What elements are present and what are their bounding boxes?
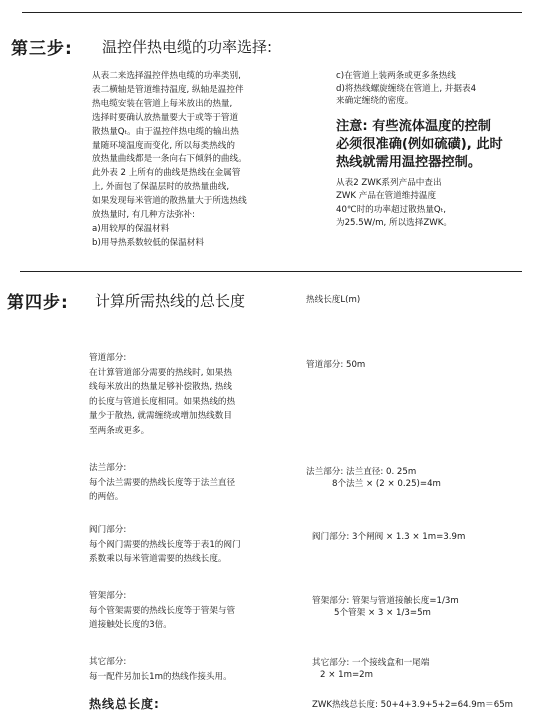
section-line: 的长度与管道长度相同。如果热线的热 xyxy=(89,396,236,407)
result-line: 2 × 1m=2m xyxy=(320,670,374,680)
total-length-label: 热线总长度: xyxy=(89,697,160,711)
step3-right-line: d)将热线螺旋缠绕在管道上, 并据表4 xyxy=(336,83,477,94)
step3-left-line: 热电缆安装在管道上每米放出的热量, xyxy=(92,98,233,109)
section-line: 每个管架需要的热线长度等于管架与管 xyxy=(89,605,236,616)
section-line: 系数乘以每米管道需要的热线长度。 xyxy=(89,554,227,565)
step3-title: 温控伴热电缆的功率选择: xyxy=(102,38,273,56)
section-line: 每一配件另加长1m的热线作接头用。 xyxy=(89,671,232,682)
step3-left-line: 放热量时, 有几种方法弥补: xyxy=(92,210,195,221)
step3-left-line: a)用较厚的保温材料 xyxy=(92,223,170,234)
result-line: 管架部分: 管架与管道接触长度=1/3m xyxy=(312,596,459,606)
step3-example-line: 从表2 ZWK系列产品中查出 xyxy=(336,178,442,188)
result-line: 法兰部分: 法兰直径: 0. 25m xyxy=(306,467,417,477)
step3-example xyxy=(336,177,452,231)
result-line: 管道部分: 50m xyxy=(306,360,366,370)
section-line: 每个阀门需要的热线长度等于表1的阀门 xyxy=(89,539,241,550)
flange-section xyxy=(89,461,235,505)
valve-section xyxy=(89,523,241,567)
result-line: 5个管架 × 3 × 1/3=5m xyxy=(334,608,431,618)
step3-left-line: 放热量曲线都是一条向右下倾斜的曲线。 xyxy=(92,154,247,165)
step3-right-line: c)在管道上装两条或更多条热线 xyxy=(336,71,456,81)
section-line: 在计算管道部分需要的热线时, 如果热 xyxy=(89,367,232,378)
step4-title: 计算所需热线的总长度 xyxy=(95,292,246,310)
step3-left-line: 上, 外面包了保温层时的放热量曲线, xyxy=(92,182,230,193)
result-line: 8个法兰 × (2 × 0.25)=4m xyxy=(332,479,441,489)
other-result xyxy=(312,657,429,681)
step3-left-line: 散热量Qₜ。由于温控伴热电缆的输出热 xyxy=(92,126,239,137)
pipe-section xyxy=(89,351,235,439)
step3-example-line: 为25.5W/m, 所以选择ZWK。 xyxy=(336,218,452,229)
section-line: 量少于散热, 就需缠绕或增加热线数目 xyxy=(89,411,232,422)
valve-result xyxy=(312,531,465,543)
step3-note-line: 必须很准确(例如硫磺), 此时 xyxy=(336,137,503,152)
step4-label: 第四步: xyxy=(7,293,69,313)
step3-example-line: ZWK 产品在管道维持温度 xyxy=(336,191,437,202)
section-line: 每个法兰需要的热线长度等于法兰直径 xyxy=(89,477,236,488)
step3-example-line: 40℃时的功率超过散热量Qₜ, xyxy=(336,204,446,215)
step3-left-line: 如果发现每米管道的散热量大于所选热线 xyxy=(92,196,247,207)
step3-note xyxy=(336,118,503,172)
step3-left-line: 从表二来选择温控伴热电缆的功率类别, xyxy=(92,71,241,81)
result-line: 阀门部分: 3个闸阀 × 1.3 × 1m=3.9m xyxy=(312,532,466,542)
other-section xyxy=(89,655,232,684)
step3-left-line: 表二横轴是管道维持温度, 纵轴是温控伴 xyxy=(92,84,244,95)
step3-left-line: 量随环境温度而变化, 所以每类热线的 xyxy=(92,140,235,151)
step3-left-line: 此外表 2 上所有的曲线是热线在金属管 xyxy=(92,168,241,179)
flange-result xyxy=(306,466,441,490)
section-line: 道接触处长度的3倍。 xyxy=(89,620,172,631)
section-line: 的两倍。 xyxy=(89,492,124,503)
section-heading: 其它部分: xyxy=(89,657,127,667)
section-heading: 管道部分: xyxy=(89,353,127,363)
top-divider xyxy=(22,12,522,13)
total-length-value: ZWK热线总长度: 50+4+3.9+5+2=64.9m＝65m xyxy=(312,700,514,710)
support-result xyxy=(312,595,459,619)
step3-left-line: 选择时要确认放热量要大于或等于管道 xyxy=(92,112,239,123)
step3-right-line: 来确定缠绕的密度。 xyxy=(336,96,414,106)
pipe-result xyxy=(306,359,365,371)
section-heading: 管架部分: xyxy=(89,591,127,601)
step3-note-line: 热线就需用温控器控制。 xyxy=(336,155,482,170)
section-line: 线每米放出的热量足够补偿散热, 热线 xyxy=(89,382,232,393)
section-line: 至两条或更多。 xyxy=(89,425,150,436)
step3-right-list xyxy=(336,70,476,108)
step3-left-paragraph xyxy=(92,70,247,251)
support-section xyxy=(89,589,235,633)
result-line: 其它部分: 一个接线盒和一尾端 xyxy=(312,658,430,668)
step3-note-line: 注意: 有些流体温度的控制 xyxy=(336,119,491,134)
step3-label: 第三步: xyxy=(11,39,73,59)
section-divider xyxy=(20,271,522,272)
section-heading: 法兰部分: xyxy=(89,463,127,473)
length-header: 热线长度L(m) xyxy=(306,295,361,305)
step3-left-line: b)用导热系数较低的保温材料 xyxy=(92,237,204,248)
section-heading: 阀门部分: xyxy=(89,525,127,535)
